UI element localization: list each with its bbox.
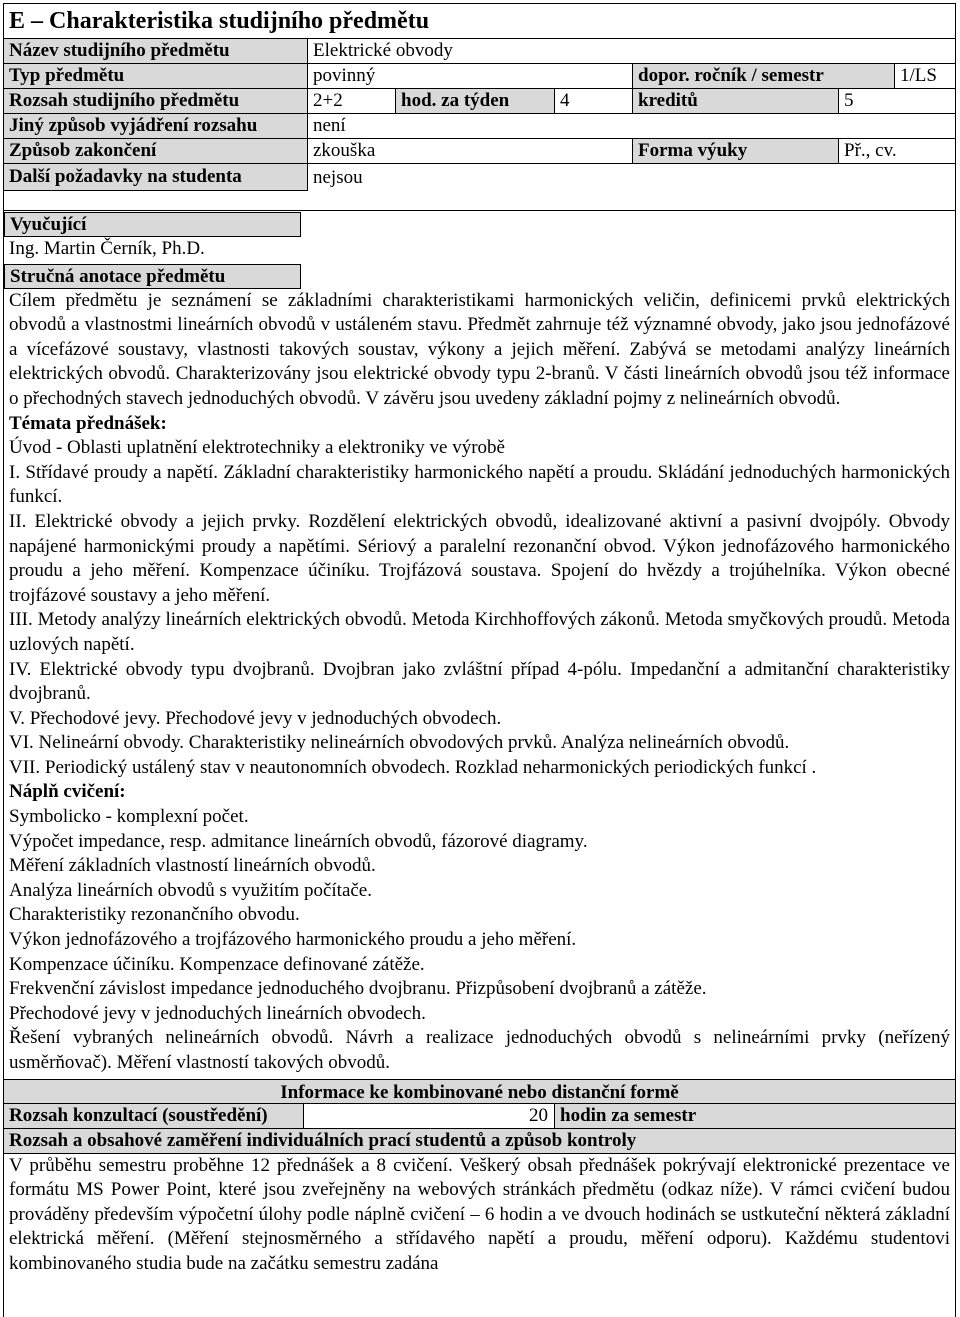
exercises-heading: Náplň cvičení: xyxy=(9,781,126,803)
teachers-label-row xyxy=(4,211,955,237)
lecture-item: IV. Elektrické obvody typu dvojbranů. Dvojbran jako zvláštní případ 4-pólu. Impedanční a admitanční charakteristiky dvojbranů. xyxy=(9,658,950,705)
spacer-row xyxy=(4,191,955,211)
teachers-label: Vyučující xyxy=(4,212,301,237)
lecture-item: Úvod - Oblasti uplatnění elektrotechniky a elektroniky ve výrobě xyxy=(9,437,505,459)
requirements-value: nejsou xyxy=(313,166,363,188)
page-title: E – Charakteristika studijního předmětu xyxy=(4,3,955,39)
row-course-range xyxy=(4,89,955,114)
course-sheet xyxy=(3,3,956,1317)
other-range-value: není xyxy=(313,115,346,136)
exercise-item: Symbolicko - komplexní počet. xyxy=(9,806,249,828)
hours-value: 4 xyxy=(555,89,633,113)
row-requirements xyxy=(4,164,955,191)
form-label: Forma výuky xyxy=(633,139,839,163)
range-label: Rozsah studijního předmětu xyxy=(4,89,308,113)
exercise-item: Měření základních vlastností lineárních obvodů. xyxy=(9,855,376,877)
course-name-value: Elektrické obvody xyxy=(313,40,453,61)
individual-work-label: Rozsah a obsahové zaměření individuálních prací studentů a způsob kontroly xyxy=(4,1129,955,1154)
exercise-item: Výpočet impedance, resp. admitance lineárních obvodů, fázorové diagramy. xyxy=(9,830,588,852)
row-course-name xyxy=(4,39,955,64)
lectures-list xyxy=(4,436,955,780)
lecture-item: VII. Periodický ustálený stav v neautonomních obvodech. Rozklad neharmonických periodických funkcí . xyxy=(9,756,817,778)
consultations-value: 20 xyxy=(304,1104,555,1128)
exercise-item: Výkon jednofázového a trojfázového harmonického proudu a jeho měření. xyxy=(9,929,577,951)
row-completion xyxy=(4,139,955,164)
exercise-item: Kompenzace účiníku. Kompenzace definované zátěže. xyxy=(9,953,425,975)
exercise-item: Řešení vybraných nelineárních obvodů. Návrh a realizace jednoduchých obvodů s nelineárními prvky (neřízený usměrňovač). Měření vlastností takových obvodů. xyxy=(9,1027,950,1073)
year-semester-value: 1/LS xyxy=(900,65,937,86)
combined-header: Informace ke kombinované nebo distanční formě xyxy=(4,1079,955,1104)
course-type-value: povinný xyxy=(308,64,633,88)
course-type-label: Typ předmětu xyxy=(4,64,308,88)
lecture-item: VI. Nelineární obvody. Charakteristiky nelineárních obvodových prvků. Analýza nelineárních obvodů. xyxy=(9,732,790,754)
exercise-item: Frekvenční závislost impedance jednoduchého dvojbranu. Přizpůsobení dvojbranů a zátěže. xyxy=(9,978,707,1000)
exercise-item: Přechodové jevy v jednoduchých lineárních obvodech. xyxy=(9,1002,426,1024)
row-course-type xyxy=(4,64,955,89)
row-consultations xyxy=(4,1104,955,1129)
consultations-unit: hodin za semestr xyxy=(555,1104,955,1128)
range-value: 2+2 xyxy=(308,89,396,113)
annotation-label-row xyxy=(4,264,955,289)
consultations-label: Rozsah konzultací (soustředění) xyxy=(4,1104,304,1128)
course-name-label: Název studijního předmětu xyxy=(4,39,308,63)
requirements-label: Další požadavky na studenta xyxy=(4,164,308,191)
completion-label: Způsob zakončení xyxy=(4,139,308,163)
lectures-heading: Témata přednášek: xyxy=(9,412,167,434)
completion-value: zkouška xyxy=(308,139,633,163)
teachers-names: Ing. Martin Černík, Ph.D. xyxy=(9,238,205,259)
exercise-item: Analýza lineárních obvodů s využitím počítače. xyxy=(9,879,372,901)
annotation-text: Cílem předmětu je seznámení se základními charakteristikami harmonických veličin, definicemi prvků elektrických obvodů a vlastnostmi lineárních obvodů v ustáleném stavu. Předmět zahrnuje též významné obvody, jako jsou jednofázové a vícefázové soustavy, vlastnosti takových soustav, výkony a jejich měření. Zabývá se metodami analýzy lineárních elektrických obvodů. Charakterizovány jsou elektrické obvody typu 2-branů. V části lineárních obvodů jsou též informace o přechodných stavech jednoduchých obvodů. V závěru jsou uvedeny základní pojmy z nelineárních obvodů. xyxy=(9,289,950,409)
credits-value: 5 xyxy=(844,90,854,111)
individual-work-text: V průběhu semestru proběhne 12 přednášek a 8 cvičení. Veškerý obsah přednášek pokrývají elektronické prezentace ve formátu MS Power Point, které jsou zveřejněny na webových stránkách předmětu (odkaz níže). V rámci cvičení budou prováděny především výpočetní úlohy podle náplně cvičení – 6 hodin a ve dvouch hodinách se ustkuteční některá základní elektrická měření. (Měření stejnosměrného a střídavého napětí a proudu, měření odporu). Každému studentovi kombinovaného studia bude na začátku semestru zadána xyxy=(9,1154,950,1274)
credits-label: kreditů xyxy=(633,89,839,113)
lecture-item: I. Střídavé proudy a napětí. Základní charakteristiky harmonického napětí a proudu. Skládání jednoduchých harmonických funkcí. xyxy=(9,461,950,508)
exercises-list xyxy=(4,805,955,1076)
lecture-item: II. Elektrické obvody a jejich prvky. Rozdělení elektrických obvodů, idealizované aktivní a pasivní dvojpóly. Obvody napájené harmonickými proudy a napětími. Sériový a paralelní rezonanční obvod. Výkon jednofázového harmonického proudu a jeho měření. Kompenzace účiníku. Trojfázová soustava. Spojení do hvězdy a trojúhelníka. Výkon obecné trojfázové soustavy a jeho měření. xyxy=(9,510,950,606)
annotation-label: Stručná anotace předmětu xyxy=(4,264,301,289)
hours-label: hod. za týden xyxy=(396,89,555,113)
other-range-label: Jiný způsob vyjádření rozsahu xyxy=(4,114,308,138)
lecture-item: III. Metody analýzy lineárních elektrických obvodů. Metoda Kirchhoffových zákonů. Metoda smyčkových proudů. Metoda uzlových napětí. xyxy=(9,609,950,655)
row-other-range xyxy=(4,114,955,139)
lecture-item: V. Přechodové jevy. Přechodové jevy v jednoduchých obvodech. xyxy=(9,707,502,729)
year-semester-label: dopor. ročník / semestr xyxy=(633,64,895,88)
exercise-item: Charakteristiky rezonančního obvodu. xyxy=(9,904,300,926)
form-value: Př., cv. xyxy=(844,140,897,161)
